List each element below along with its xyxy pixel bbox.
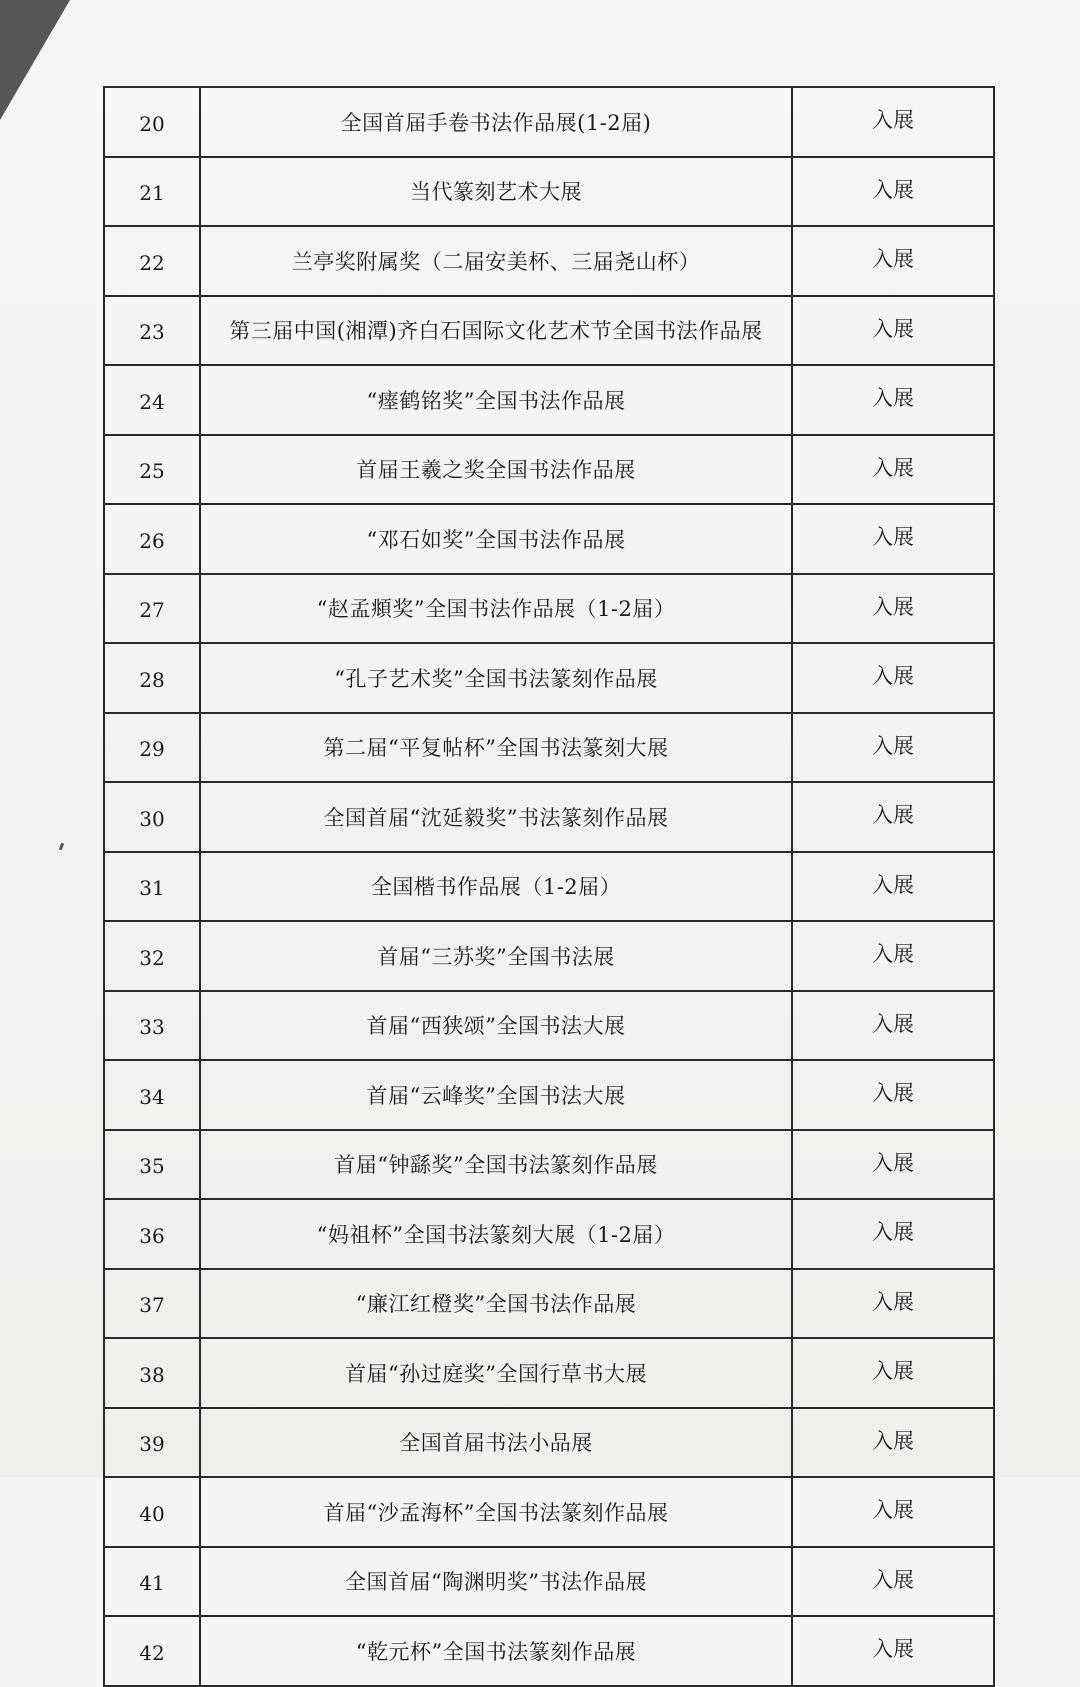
row-number: 31 [104,852,200,922]
exhibition-name: “孔子艺术奖”全国书法篆刻作品展 [200,643,792,713]
row-number: 37 [104,1269,200,1339]
table-row [104,1130,994,1200]
exhibition-result: 入展 [792,1338,994,1408]
exhibition-name: “瘗鹤铭奖”全国书法作品展 [200,365,792,435]
exhibition-result: 入展 [792,1269,994,1339]
table-row [104,991,994,1061]
exhibition-result: 入展 [792,296,994,366]
exhibition-result: 入展 [792,504,994,574]
exhibition-name: 全国首届手卷书法作品展(1-2届) [200,87,792,157]
row-number: 30 [104,782,200,852]
exhibition-name: “赵孟頫奖”全国书法作品展（1-2届） [200,574,792,644]
exhibition-name: 当代篆刻艺术大展 [200,157,792,227]
exhibition-result: 入展 [792,87,994,157]
row-number: 29 [104,713,200,783]
table-row [104,435,994,505]
table-row [104,504,994,574]
table-row [104,1338,994,1408]
row-number: 33 [104,991,200,1061]
row-number: 36 [104,1199,200,1269]
row-number: 22 [104,226,200,296]
table-row [104,1477,994,1547]
table-row [104,643,994,713]
exhibition-result: 入展 [792,921,994,991]
exhibition-name: 首届王羲之奖全国书法作品展 [200,435,792,505]
exhibition-result: 入展 [792,1130,994,1200]
table-row [104,87,994,157]
row-number: 42 [104,1616,200,1686]
exhibition-result: 入展 [792,782,994,852]
row-number: 32 [104,921,200,991]
row-number: 25 [104,435,200,505]
exhibition-result: 入展 [792,643,994,713]
exhibition-name: 首届“钟繇奖”全国书法篆刻作品展 [200,1130,792,1200]
table-row [104,1408,994,1478]
exhibition-result: 入展 [792,226,994,296]
exhibition-name: 首届“西狭颂”全国书法大展 [200,991,792,1061]
exhibition-name: 全国首届书法小品展 [200,1408,792,1478]
table-row [104,1616,994,1686]
table-row [104,296,994,366]
row-number: 38 [104,1338,200,1408]
row-number: 27 [104,574,200,644]
table-row [104,1547,994,1617]
exhibition-name: 全国楷书作品展（1-2届） [200,852,792,922]
row-number: 41 [104,1547,200,1617]
exhibition-result: 入展 [792,1408,994,1478]
row-number: 28 [104,643,200,713]
table-row [104,226,994,296]
exhibition-result: 入展 [792,713,994,783]
table-row [104,921,994,991]
exhibition-name: “妈祖杯”全国书法篆刻大展（1-2届） [200,1199,792,1269]
exhibition-name: 首届“三苏奖”全国书法展 [200,921,792,991]
exhibition-result: 入展 [792,991,994,1061]
table-row [104,852,994,922]
exhibition-result: 入展 [792,157,994,227]
exhibition-name: “乾元杯”全国书法篆刻作品展 [200,1616,792,1686]
exhibition-name: 首届“沙孟海杯”全国书法篆刻作品展 [200,1477,792,1547]
table-row [104,574,994,644]
exhibition-result: 入展 [792,852,994,922]
exhibition-name: 第二届“平复帖杯”全国书法篆刻大展 [200,713,792,783]
row-number: 35 [104,1130,200,1200]
stray-ink-mark [59,843,64,851]
exhibition-result: 入展 [792,1616,994,1686]
row-number: 39 [104,1408,200,1478]
table-body [104,87,994,1686]
exhibition-name: 兰亭奖附属奖（二届安美杯、三届尧山杯） [200,226,792,296]
row-number: 26 [104,504,200,574]
exhibition-result: 入展 [792,435,994,505]
table-row [104,713,994,783]
exhibition-result: 入展 [792,574,994,644]
table-row [104,782,994,852]
table-row [104,1269,994,1339]
exhibition-result: 入展 [792,1199,994,1269]
exhibition-records-table [103,86,995,1687]
table-row [104,1199,994,1269]
exhibition-name: 第三届中国(湘潭)齐白石国际文化艺术节全国书法作品展 [200,296,792,366]
exhibition-result: 入展 [792,1547,994,1617]
table-row [104,365,994,435]
row-number: 24 [104,365,200,435]
table-row [104,1060,994,1130]
exhibition-name: 首届“云峰奖”全国书法大展 [200,1060,792,1130]
row-number: 34 [104,1060,200,1130]
exhibition-name: “廉江红橙奖”全国书法作品展 [200,1269,792,1339]
row-number: 23 [104,296,200,366]
exhibition-name: 首届“孙过庭奖”全国行草书大展 [200,1338,792,1408]
page-corner-shadow [0,0,70,120]
row-number: 40 [104,1477,200,1547]
row-number: 20 [104,87,200,157]
exhibition-name: “邓石如奖”全国书法作品展 [200,504,792,574]
exhibition-name: 全国首届“陶渊明奖”书法作品展 [200,1547,792,1617]
exhibition-result: 入展 [792,1060,994,1130]
table-row [104,157,994,227]
exhibition-result: 入展 [792,365,994,435]
exhibition-result: 入展 [792,1477,994,1547]
row-number: 21 [104,157,200,227]
exhibition-name: 全国首届“沈延毅奖”书法篆刻作品展 [200,782,792,852]
